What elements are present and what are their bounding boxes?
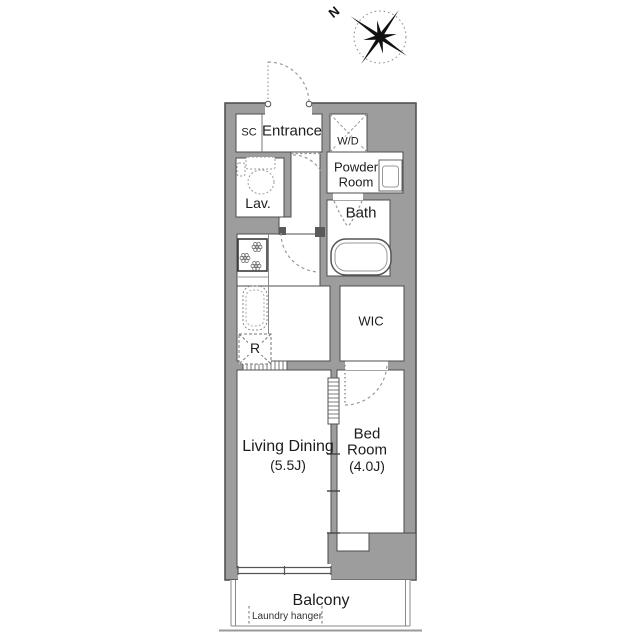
bedroom-label-line2: Room [346, 441, 388, 459]
living-dining-label: Living Dining [242, 438, 334, 455]
washer-dryer-label: W/D [337, 135, 359, 148]
bathtub-icon [331, 239, 391, 275]
powder-room-label-line1: Powder [333, 159, 379, 175]
living-dining-size-label: (5.5J) [270, 457, 306, 473]
wall-niche [337, 533, 369, 551]
bedroom-label-line1: Bed [353, 425, 381, 443]
shoe-closet-label: SC [241, 126, 257, 139]
vanity-icon [379, 160, 402, 191]
stove-icon [238, 239, 267, 271]
wic-label: WIC [358, 313, 384, 329]
compass-icon [351, 10, 408, 64]
entrance-door [265, 62, 312, 107]
balcony-label: Balcony [292, 592, 350, 609]
laundry-hanger-label: Laundry hanger [251, 611, 323, 622]
refrigerator-label: R [249, 340, 261, 356]
bedroom-door-opening [345, 362, 388, 371]
bath-label: Bath [345, 204, 377, 222]
bedroom-size-label: (4.0J) [349, 458, 385, 474]
compass-north-label: N [325, 3, 343, 21]
balcony-window [238, 564, 331, 580]
lavatory-label: Lav. [245, 195, 271, 211]
entrance-label: Entrance [261, 122, 323, 140]
bath-door-opening [333, 194, 363, 201]
entrance-door-opening [265, 102, 312, 115]
powder-room-label-line2: Room [338, 174, 374, 190]
